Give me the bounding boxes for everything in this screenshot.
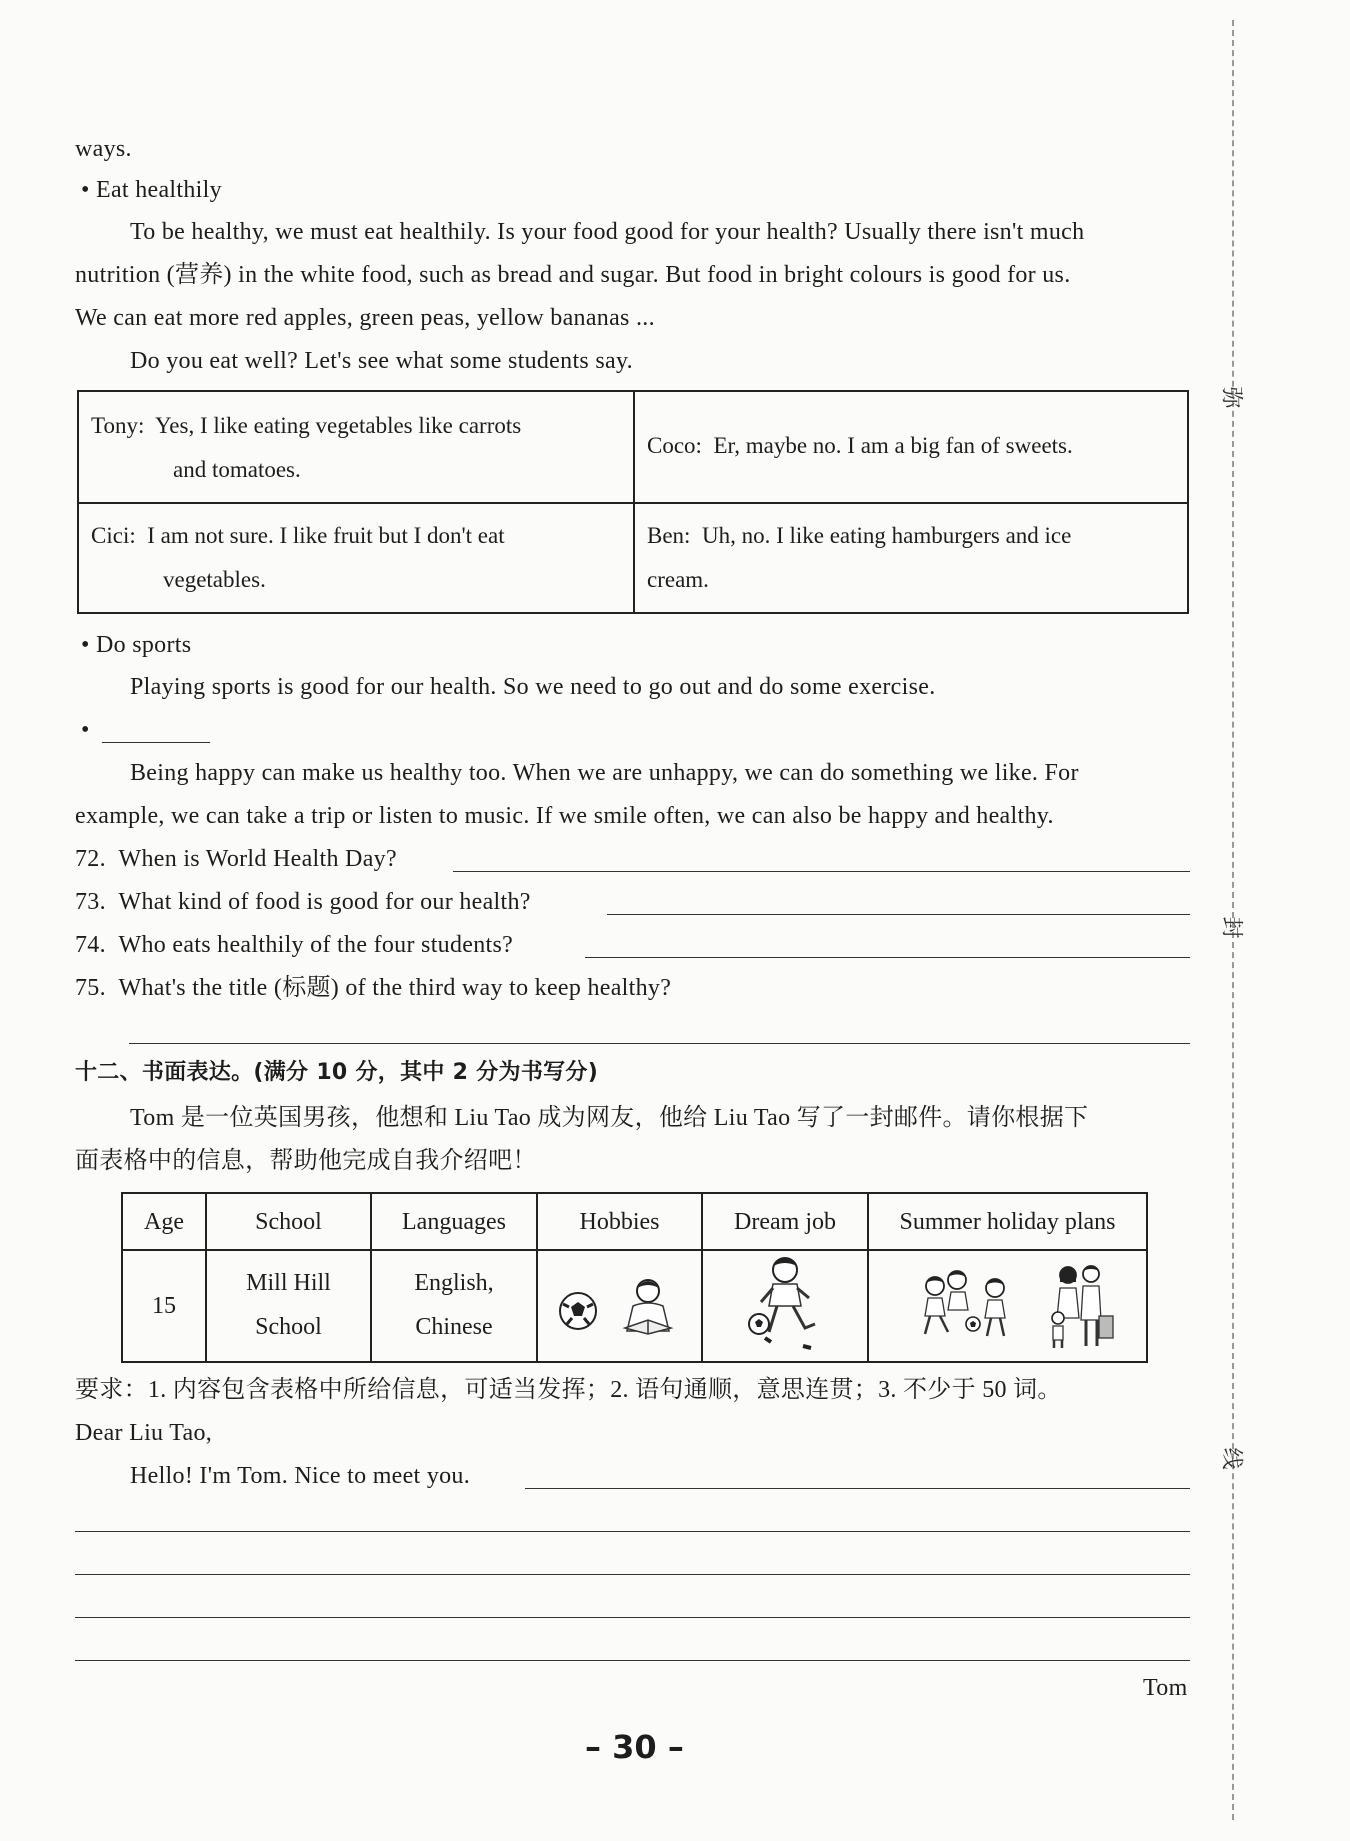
header-age: Age bbox=[144, 1209, 184, 1235]
tony-line1: Yes, I like eating vegetables like carrots bbox=[155, 413, 522, 438]
answer-line-73[interactable] bbox=[607, 914, 1190, 915]
tony-line2: and tomatoes. bbox=[173, 457, 301, 482]
writing-line-4[interactable] bbox=[75, 1617, 1190, 1618]
question-73 bbox=[75, 887, 531, 917]
school-line2: School bbox=[255, 1314, 322, 1340]
writing-intro-line1: Tom 是一位英国男孩，他想和 Liu Tao 成为网友，他给 Liu Tao 写了一封邮件。请你根据下 bbox=[130, 1105, 1089, 1131]
languages-line1: English, bbox=[414, 1270, 494, 1296]
ben-name: Ben: bbox=[647, 523, 691, 548]
eat-paragraph-line3: We can eat more red apples, green peas, yellow bananas ... bbox=[75, 305, 655, 331]
writing-line-1[interactable] bbox=[525, 1488, 1190, 1489]
writing-line-5[interactable] bbox=[75, 1660, 1190, 1661]
boy-reading-icon bbox=[625, 1280, 671, 1334]
ben-line2: cream. bbox=[647, 567, 709, 592]
page-number-value: 30 bbox=[612, 1728, 657, 1766]
coco-name: Coco: bbox=[647, 433, 702, 458]
question-text: What kind of food is good for our health? bbox=[118, 889, 531, 915]
margin-char-mi: 弥 bbox=[1218, 386, 1244, 409]
worksheet-page bbox=[75, 0, 1200, 1841]
ben-line1: Uh, no. I like eating hamburgers and ice bbox=[701, 523, 1072, 548]
header-school: School bbox=[255, 1209, 322, 1235]
answer-line-72[interactable] bbox=[453, 871, 1190, 872]
cici-name: Cici: bbox=[91, 523, 136, 548]
writing-line-3[interactable] bbox=[75, 1574, 1190, 1575]
tom-info-table bbox=[121, 1192, 1148, 1363]
happy-paragraph-line1: Being happy can make us healthy too. When we are unhappy, we can do something we like. For bbox=[130, 760, 1079, 786]
question-number: 73. bbox=[75, 889, 106, 915]
hobbies-icons bbox=[553, 1266, 688, 1346]
ben-cell bbox=[635, 514, 1187, 602]
answer-line-75[interactable] bbox=[129, 1043, 1190, 1044]
question-text: Who eats healthily of the four students? bbox=[118, 932, 514, 958]
question-75 bbox=[75, 973, 671, 1003]
kids-playing-football-icon bbox=[925, 1271, 1005, 1336]
cici-cell bbox=[79, 514, 633, 602]
question-text: What's the title (标题) of the third way to keep healthy? bbox=[118, 975, 672, 1001]
margin-char-feng: 封 bbox=[1218, 916, 1244, 939]
question-72 bbox=[75, 844, 397, 874]
header-hobbies: Hobbies bbox=[579, 1209, 660, 1235]
section-title-writing: 十二、书面表达。(满分 10 分，其中 2 分为书写分) bbox=[75, 1060, 599, 1085]
summer-plans-icons bbox=[913, 1260, 1123, 1355]
eat-paragraph-line1: To be healthy, we must eat healthily. Is your food good for your health? Usually there isn't much bbox=[130, 219, 1085, 245]
title-blank-line[interactable] bbox=[102, 742, 210, 743]
soccer-ball-icon bbox=[560, 1293, 596, 1329]
tony-name: Tony: bbox=[91, 413, 145, 438]
question-number: 72. bbox=[75, 846, 106, 872]
cell-languages bbox=[372, 1261, 536, 1349]
margin-char-xian: 线 bbox=[1218, 1447, 1244, 1470]
passage-fragment: ways. bbox=[75, 136, 132, 162]
school-line1: Mill Hill bbox=[246, 1270, 331, 1296]
question-number: 74. bbox=[75, 932, 106, 958]
letter-greeting: Dear Liu Tao, bbox=[75, 1420, 213, 1446]
writing-line-2[interactable] bbox=[75, 1531, 1190, 1532]
students-dialogue-table bbox=[77, 390, 1189, 614]
writing-requirements: 要求：1. 内容包含表格中所给信息，可适当发挥；2. 语句通顺，意思连贯；3. 不少于 50 词。 bbox=[75, 1377, 1062, 1403]
question-number: 75. bbox=[75, 975, 106, 1001]
cici-line1: I am not sure. I like fruit but I don't eat bbox=[147, 523, 505, 548]
bullet-do-sports: • Do sports bbox=[81, 632, 192, 658]
letter-first-line: Hello! I'm Tom. Nice to meet you. bbox=[130, 1463, 471, 1489]
page-number: – 30 – bbox=[585, 1728, 684, 1766]
question-text: When is World Health Day? bbox=[118, 846, 397, 872]
family-travel-icon bbox=[1052, 1266, 1113, 1348]
eat-paragraph-line2: nutrition (营养) in the white food, such as bread and sugar. But food in bright colours is good for us. bbox=[75, 262, 1071, 288]
letter-signature: Tom bbox=[1143, 1675, 1188, 1701]
writing-intro-line2: 面表格中的信息，帮助他完成自我介绍吧！ bbox=[75, 1148, 537, 1174]
sports-paragraph: Playing sports is good for our health. So we need to go out and do some exercise. bbox=[130, 674, 936, 700]
header-summer-plans: Summer holiday plans bbox=[899, 1209, 1116, 1235]
header-dream-job: Dream job bbox=[734, 1209, 836, 1235]
bullet-eat-healthily: • Eat healthily bbox=[81, 177, 222, 203]
tony-cell bbox=[79, 404, 633, 492]
languages-line2: Chinese bbox=[415, 1314, 493, 1340]
boy-playing-football-icon bbox=[745, 1252, 825, 1357]
bullet-label: Do sports bbox=[96, 632, 192, 658]
cell-school bbox=[207, 1261, 370, 1349]
coco-line1: Er, maybe no. I am a big fan of sweets. bbox=[713, 433, 1073, 458]
header-languages: Languages bbox=[402, 1209, 506, 1235]
question-74 bbox=[75, 930, 513, 960]
bullet-label: Eat healthily bbox=[96, 177, 222, 203]
cell-age: 15 bbox=[152, 1293, 176, 1319]
happy-paragraph-line2: example, we can take a trip or listen to music. If we smile often, we can also be happy and healthy. bbox=[75, 803, 1054, 829]
cici-line2: vegetables. bbox=[163, 567, 266, 592]
answer-line-74[interactable] bbox=[585, 957, 1190, 958]
coco-cell bbox=[635, 424, 1187, 468]
eat-paragraph-2: Do you eat well? Let's see what some students say. bbox=[130, 348, 633, 374]
bullet-blank: • bbox=[81, 717, 90, 743]
